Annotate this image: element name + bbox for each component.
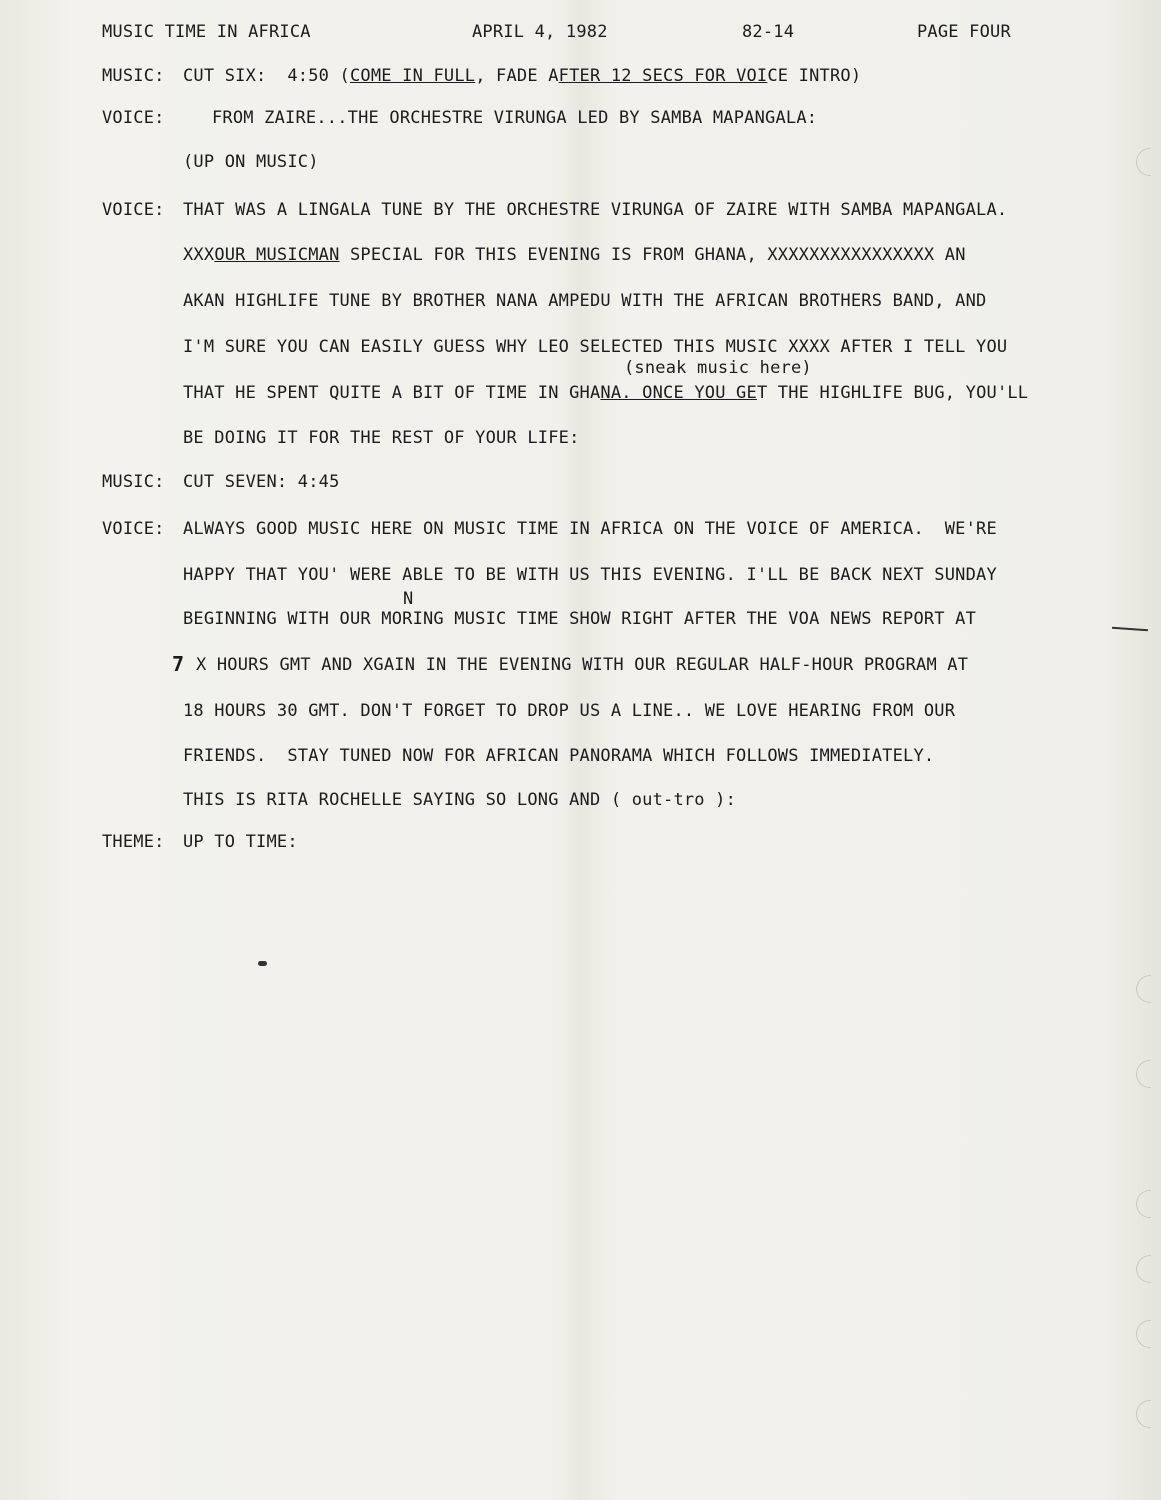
binder-hole (1136, 1060, 1151, 1088)
cue-label: VOICE: (102, 108, 165, 128)
handwritten-note: (sneak music here) (624, 358, 812, 378)
script-line: X HOURS GMT AND XGAIN IN THE EVENING WITH OUR REGULAR HALF-HOUR PROGRAM AT (196, 655, 969, 675)
script-line: CUT SIX: 4:50 (COME IN FULL, FADE AFTER 12 SECS FOR VOICE INTRO) (183, 66, 862, 86)
broadcast-date: APRIL 4, 1982 (472, 22, 608, 42)
handwritten-note: N (403, 589, 414, 609)
script-line: BE DOING IT FOR THE REST OF YOUR LIFE: (183, 428, 580, 448)
cue-label: MUSIC: (102, 472, 165, 492)
script-line: 18 HOURS 30 GMT. DON'T FORGET TO DROP US A LINE.. WE LOVE HEARING FROM OUR (183, 701, 956, 721)
binder-hole (1136, 1255, 1151, 1283)
script-number: 82-14 (742, 22, 795, 42)
program-title: MUSIC TIME IN AFRICA (102, 22, 311, 42)
cue-label: VOICE: (102, 519, 165, 539)
binder-hole (1136, 148, 1151, 176)
cue-label: MUSIC: (102, 66, 165, 86)
script-line: FROM ZAIRE...THE ORCHESTRE VIRUNGA LED BY SAMBA MAPANGALA: (212, 108, 818, 128)
script-line: THAT WAS A LINGALA TUNE BY THE ORCHESTRE VIRUNGA OF ZAIRE WITH SAMBA MAPANGALA. (183, 200, 1008, 220)
script-line: AKAN HIGHLIFE TUNE BY BROTHER NANA AMPEDU WITH THE AFRICAN BROTHERS BAND, AND (183, 291, 987, 311)
pen-mark (1112, 627, 1148, 632)
script-line: THIS IS RITA ROCHELLE SAYING SO LONG AND ( out-tro ): (183, 790, 737, 810)
cue-label: VOICE: (102, 200, 165, 220)
cue-label: THEME: (102, 832, 165, 852)
script-line: HAPPY THAT YOU' WERE ABLE TO BE WITH US THIS EVENING. I'LL BE BACK NEXT SUNDAY (183, 565, 997, 585)
binder-hole (1136, 975, 1151, 1003)
script-line: CUT SEVEN: 4:45 (183, 472, 340, 492)
script-line: ALWAYS GOOD MUSIC HERE ON MUSIC TIME IN AFRICA ON THE VOICE OF AMERICA. WE'RE (183, 519, 997, 539)
script-line: XXXOUR MUSICMAN SPECIAL FOR THIS EVENING IS FROM GHANA, XXXXXXXXXXXXXXXX AN (183, 245, 966, 265)
script-line: UP TO TIME: (183, 832, 298, 852)
margin-correction: 7 (172, 652, 185, 676)
script-line: FRIENDS. STAY TUNED NOW FOR AFRICAN PANORAMA WHICH FOLLOWS IMMEDIATELY. (183, 746, 935, 766)
script-line: THAT HE SPENT QUITE A BIT OF TIME IN GHANA. ONCE YOU GET THE HIGHLIFE BUG, YOU'LL (183, 383, 1029, 403)
ink-speck (258, 961, 267, 966)
binder-hole (1136, 1400, 1151, 1428)
page-number: PAGE FOUR (917, 22, 1011, 42)
script-line: I'M SURE YOU CAN EASILY GUESS WHY LEO SELECTED THIS MUSIC XXXX AFTER I TELL YOU (183, 337, 1008, 357)
binder-hole (1136, 1190, 1151, 1218)
script-line: (UP ON MUSIC) (183, 152, 319, 172)
script-line: BEGINNING WITH OUR MORING MUSIC TIME SHOW RIGHT AFTER THE VOA NEWS REPORT AT (183, 609, 977, 629)
binder-hole (1136, 1320, 1151, 1348)
